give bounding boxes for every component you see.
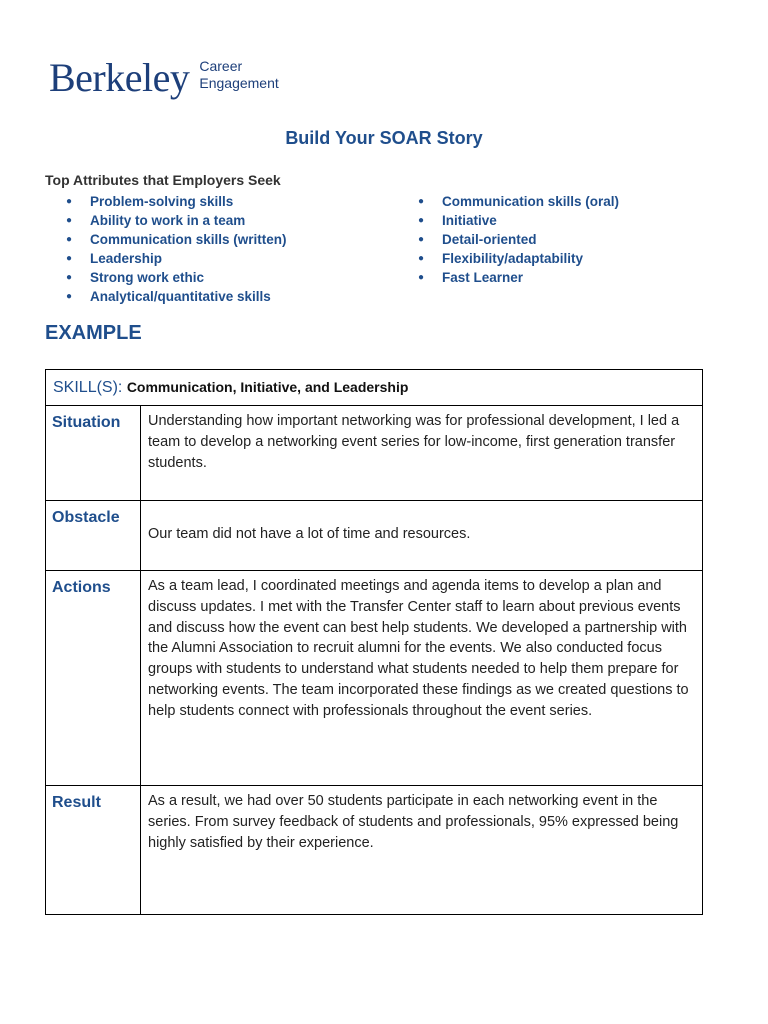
attribute-item <box>418 249 619 268</box>
result-text: As a result, we had over 50 students participate in each networking event in the series. From survey feedback of students and professionals, 95% expressed being highly satisfied by their experience. <box>141 786 703 915</box>
attribute-label: Problem-solving skills <box>90 194 234 209</box>
attribute-item <box>66 287 287 306</box>
example-heading: EXAMPLE <box>45 322 142 344</box>
attribute-label: Communication skills (oral) <box>442 194 620 209</box>
bullet-icon: ● <box>66 253 73 264</box>
bullet-icon: ● <box>66 196 73 207</box>
attribute-label: Ability to work in a team <box>90 213 246 228</box>
bullet-icon: ● <box>66 272 73 283</box>
attribute-label: Communication skills (written) <box>90 232 287 247</box>
attribute-label: Leadership <box>90 251 163 266</box>
attribute-label: Initiative <box>442 213 497 228</box>
obstacle-row <box>46 501 703 571</box>
attribute-item <box>66 249 287 268</box>
skills-cell <box>46 370 703 406</box>
attributes-heading: Top Attributes that Employers Seek <box>45 172 281 188</box>
skills-value: Communication, Initiative, and Leadership <box>126 379 409 395</box>
logo-wordmark: Berkeley <box>49 55 190 100</box>
attribute-label: Fast Learner <box>442 270 524 285</box>
attribute-label: Detail-oriented <box>442 232 537 247</box>
logo-subtitle-line2: Engagement <box>199 75 279 91</box>
attribute-item <box>418 211 619 230</box>
bullet-icon: ● <box>418 234 425 245</box>
soar-table <box>45 369 703 915</box>
bullet-icon: ● <box>66 234 73 245</box>
bullet-icon: ● <box>418 215 425 226</box>
logo-subtitle <box>199 58 278 92</box>
result-label: Result <box>46 786 141 915</box>
actions-row <box>46 571 703 786</box>
skills-label: SKILL(S): <box>53 379 123 396</box>
attributes-list-right <box>418 192 619 287</box>
situation-label: Situation <box>46 406 141 501</box>
situation-text: Understanding how important networking was for professional development, I led a team to develop a networking event series for low-income, first generation transfer students. <box>141 406 703 501</box>
berkeley-logo <box>49 56 279 100</box>
bullet-icon: ● <box>418 196 425 207</box>
actions-text: As a team lead, I coordinated meetings and agenda items to develop a plan and discuss updates. I met with the Transfer Center staff to learn about previous events and discuss how the event can best help students. We developed a partnership with the Alumni Association to recruit alumni for the events. We also conducted focus groups with students to understand what students needed to help them prepare for networking events. The team incorporated these findings as we created questions to help students connect with professionals throughout the event series. <box>141 571 703 786</box>
obstacle-label: Obstacle <box>46 501 141 571</box>
logo-subtitle-line1: Career <box>199 58 243 74</box>
bullet-icon: ● <box>66 215 73 226</box>
bullet-icon: ● <box>66 291 73 302</box>
bullet-icon: ● <box>418 253 425 264</box>
attribute-item <box>66 192 287 211</box>
document-title: Build Your SOAR Story <box>285 128 483 148</box>
attribute-item <box>418 268 619 287</box>
attribute-item <box>66 211 287 230</box>
result-row <box>46 786 703 915</box>
attributes-list-left <box>66 192 287 306</box>
attribute-item <box>418 192 619 211</box>
attribute-item <box>418 230 619 249</box>
attribute-label: Analytical/quantitative skills <box>90 289 271 304</box>
skills-row <box>46 370 703 406</box>
attribute-label: Flexibility/adaptability <box>442 251 584 266</box>
obstacle-text: Our team did not have a lot of time and resources. <box>141 501 703 571</box>
bullet-icon: ● <box>418 272 425 283</box>
attribute-item <box>66 230 287 249</box>
situation-row <box>46 406 703 501</box>
attribute-label: Strong work ethic <box>90 270 205 285</box>
actions-label: Actions <box>46 571 141 786</box>
attribute-item <box>66 268 287 287</box>
